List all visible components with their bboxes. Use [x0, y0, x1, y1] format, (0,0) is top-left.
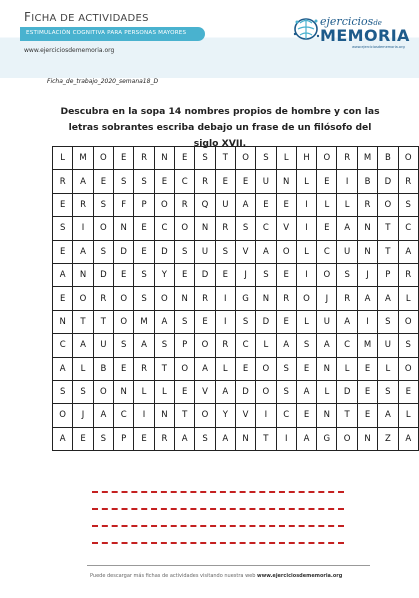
- grid-row: [53, 170, 419, 193]
- grid-cell[interactable]: C: [256, 217, 276, 240]
- grid-cell[interactable]: R: [337, 287, 357, 310]
- grid-cell[interactable]: O: [398, 357, 418, 380]
- grid-cell[interactable]: I: [337, 170, 357, 193]
- grid-cell[interactable]: T: [256, 427, 276, 450]
- grid-cell[interactable]: S: [53, 217, 73, 240]
- grid-cell[interactable]: Y: [215, 404, 235, 427]
- grid-cell[interactable]: A: [357, 287, 377, 310]
- grid-row: [53, 404, 419, 427]
- grid-cell[interactable]: B: [93, 357, 113, 380]
- grid-cell[interactable]: I: [256, 404, 276, 427]
- answer-line[interactable]: [92, 476, 344, 493]
- grid-cell[interactable]: I: [276, 427, 296, 450]
- grid-cell[interactable]: O: [175, 217, 195, 240]
- grid-cell[interactable]: E: [154, 170, 174, 193]
- grid-cell[interactable]: E: [296, 404, 316, 427]
- grid-cell[interactable]: N: [154, 404, 174, 427]
- grid-cell[interactable]: O: [337, 427, 357, 450]
- grid-cell[interactable]: N: [114, 380, 134, 403]
- grid-cell[interactable]: M: [134, 310, 154, 333]
- worksheet-filename: Ficha_de_trabajo_2020_semana18_D: [47, 78, 159, 85]
- grid-cell[interactable]: M: [73, 147, 93, 170]
- grid-cell[interactable]: L: [296, 240, 316, 263]
- grid-cell[interactable]: T: [93, 310, 113, 333]
- grid-cell[interactable]: O: [296, 287, 316, 310]
- grid-cell[interactable]: E: [398, 380, 418, 403]
- grid-cell[interactable]: A: [73, 334, 93, 357]
- grid-cell[interactable]: L: [337, 357, 357, 380]
- grid-cell[interactable]: E: [215, 263, 235, 286]
- grid-cell[interactable]: S: [215, 240, 235, 263]
- grid-cell[interactable]: D: [93, 263, 113, 286]
- answer-lines: [92, 476, 344, 544]
- grid-cell[interactable]: S: [114, 334, 134, 357]
- grid-cell[interactable]: B: [378, 147, 398, 170]
- grid-cell[interactable]: H: [296, 147, 316, 170]
- grid-cell[interactable]: L: [154, 380, 174, 403]
- grid-cell[interactable]: O: [53, 404, 73, 427]
- grid-cell[interactable]: R: [337, 147, 357, 170]
- grid-cell[interactable]: U: [195, 240, 215, 263]
- grid-row: [53, 263, 419, 286]
- grid-cell[interactable]: S: [154, 334, 174, 357]
- grid-cell[interactable]: D: [154, 240, 174, 263]
- header-url: www.ejerciciosdememoria.org: [24, 47, 115, 54]
- grid-cell[interactable]: L: [53, 147, 73, 170]
- grid-cell[interactable]: R: [93, 287, 113, 310]
- grid-cell[interactable]: O: [93, 147, 113, 170]
- grid-cell[interactable]: O: [398, 147, 418, 170]
- grid-cell[interactable]: L: [337, 193, 357, 216]
- grid-row: [53, 147, 419, 170]
- grid-cell[interactable]: L: [317, 380, 337, 403]
- grid-cell[interactable]: E: [317, 170, 337, 193]
- grid-cell[interactable]: C: [235, 334, 255, 357]
- grid-cell[interactable]: S: [276, 380, 296, 403]
- grid-cell[interactable]: O: [317, 263, 337, 286]
- grid-cell[interactable]: R: [134, 357, 154, 380]
- grid-cell[interactable]: O: [154, 193, 174, 216]
- grid-cell[interactable]: E: [235, 170, 255, 193]
- answer-line[interactable]: [92, 527, 344, 544]
- grid-cell[interactable]: C: [276, 404, 296, 427]
- grid-cell[interactable]: E: [134, 217, 154, 240]
- grid-cell[interactable]: R: [154, 427, 174, 450]
- grid-cell[interactable]: E: [357, 380, 377, 403]
- grid-cell[interactable]: O: [175, 357, 195, 380]
- grid-cell[interactable]: R: [398, 170, 418, 193]
- grid-cell[interactable]: O: [73, 287, 93, 310]
- grid-cell[interactable]: R: [195, 287, 215, 310]
- grid-cell[interactable]: C: [317, 240, 337, 263]
- grid-cell[interactable]: E: [114, 263, 134, 286]
- grid-cell[interactable]: S: [378, 310, 398, 333]
- sheet-title: FICHA DE ACTIVIDADES: [24, 10, 149, 24]
- grid-row: [53, 287, 419, 310]
- grid-cell[interactable]: Q: [195, 193, 215, 216]
- grid-cell[interactable]: N: [256, 287, 276, 310]
- grid-cell[interactable]: D: [195, 263, 215, 286]
- page-header: [0, 0, 419, 78]
- grid-cell[interactable]: D: [114, 240, 134, 263]
- grid-cell[interactable]: N: [195, 217, 215, 240]
- grid-cell[interactable]: S: [378, 380, 398, 403]
- grid-cell[interactable]: R: [276, 287, 296, 310]
- grid-cell[interactable]: N: [154, 147, 174, 170]
- grid-cell[interactable]: E: [93, 170, 113, 193]
- grid-cell[interactable]: T: [378, 240, 398, 263]
- grid-cell[interactable]: U: [215, 193, 235, 216]
- grid-row: [53, 240, 419, 263]
- grid-cell[interactable]: J: [317, 287, 337, 310]
- grid-cell[interactable]: A: [398, 240, 418, 263]
- grid-cell[interactable]: O: [378, 193, 398, 216]
- answer-line[interactable]: [92, 493, 344, 510]
- grid-cell[interactable]: T: [378, 217, 398, 240]
- grid-cell[interactable]: O: [398, 310, 418, 333]
- grid-cell[interactable]: A: [175, 427, 195, 450]
- grid-cell[interactable]: A: [317, 334, 337, 357]
- grid-cell[interactable]: S: [235, 217, 255, 240]
- grid-cell[interactable]: E: [357, 404, 377, 427]
- grid-cell[interactable]: B: [357, 170, 377, 193]
- grid-cell[interactable]: N: [53, 310, 73, 333]
- grid-cell[interactable]: A: [195, 357, 215, 380]
- grid-cell[interactable]: A: [53, 357, 73, 380]
- grid-cell[interactable]: N: [357, 427, 377, 450]
- grid-cell[interactable]: O: [114, 287, 134, 310]
- grid-cell[interactable]: I: [357, 310, 377, 333]
- grid-cell[interactable]: R: [215, 217, 235, 240]
- grid-cell[interactable]: S: [53, 380, 73, 403]
- grid-cell[interactable]: C: [398, 217, 418, 240]
- grid-cell[interactable]: U: [256, 170, 276, 193]
- grid-cell[interactable]: N: [317, 404, 337, 427]
- grid-cell[interactable]: N: [357, 240, 377, 263]
- grid-cell[interactable]: L: [134, 380, 154, 403]
- instructions-line-2: letras sobrantes escriba debajo un frase de un filósofo del siglo XVII.: [68, 122, 372, 149]
- grid-cell[interactable]: L: [73, 357, 93, 380]
- grid-cell[interactable]: Z: [378, 427, 398, 450]
- grid-cell[interactable]: S: [276, 357, 296, 380]
- grid-cell[interactable]: T: [175, 404, 195, 427]
- logo-url: www.ejerciciosdememoria.org: [352, 45, 405, 49]
- sheet-subtitle: ESTIMULACIÓN COGNITIVA PARA PERSONAS MAYORES: [26, 30, 187, 36]
- grid-cell[interactable]: E: [53, 193, 73, 216]
- grid-cell[interactable]: E: [195, 310, 215, 333]
- grid-cell[interactable]: S: [195, 147, 215, 170]
- grid-cell[interactable]: L: [317, 193, 337, 216]
- grid-cell[interactable]: E: [296, 357, 316, 380]
- grid-cell[interactable]: S: [134, 263, 154, 286]
- grid-cell[interactable]: U: [337, 240, 357, 263]
- grid-cell[interactable]: N: [317, 357, 337, 380]
- grid-cell[interactable]: M: [357, 334, 377, 357]
- grid-cell[interactable]: S: [114, 170, 134, 193]
- logo-text-memoria: MEMORIA: [320, 26, 410, 45]
- grid-cell[interactable]: O: [93, 380, 113, 403]
- grid-cell[interactable]: U: [93, 334, 113, 357]
- grid-cell[interactable]: A: [296, 380, 316, 403]
- grid-cell[interactable]: E: [256, 193, 276, 216]
- grid-cell[interactable]: D: [378, 170, 398, 193]
- grid-cell[interactable]: P: [134, 193, 154, 216]
- grid-cell[interactable]: S: [93, 427, 113, 450]
- grid-cell[interactable]: C: [114, 404, 134, 427]
- grid-cell[interactable]: A: [215, 427, 235, 450]
- grid-cell[interactable]: O: [195, 334, 215, 357]
- grid-cell[interactable]: O: [256, 357, 276, 380]
- grid-cell[interactable]: A: [93, 404, 113, 427]
- grid-cell[interactable]: N: [357, 217, 377, 240]
- grid-cell[interactable]: R: [215, 334, 235, 357]
- footer-link[interactable]: www.ejerciciosdememoria.org: [257, 573, 343, 579]
- footer-note: Puede descargar más fichas de actividades visitando nuestra web www.ejerciciosdememoria.org: [90, 573, 343, 579]
- grid-cell[interactable]: A: [53, 263, 73, 286]
- grid-cell[interactable]: F: [114, 193, 134, 216]
- word-search-grid: [52, 146, 419, 451]
- grid-cell[interactable]: E: [134, 240, 154, 263]
- grid-cell[interactable]: M: [357, 147, 377, 170]
- footer-divider: [87, 565, 370, 566]
- grid-cell[interactable]: P: [175, 334, 195, 357]
- grid-cell[interactable]: S: [296, 334, 316, 357]
- grid-cell[interactable]: O: [256, 380, 276, 403]
- grid-cell[interactable]: S: [93, 240, 113, 263]
- grid-cell[interactable]: D: [337, 380, 357, 403]
- grid-cell[interactable]: P: [378, 263, 398, 286]
- grid-cell[interactable]: A: [154, 310, 174, 333]
- grid-cell[interactable]: L: [256, 334, 276, 357]
- grid-cell[interactable]: I: [296, 217, 316, 240]
- grid-cell[interactable]: E: [215, 170, 235, 193]
- grid-cell[interactable]: S: [73, 380, 93, 403]
- grid-cell[interactable]: A: [398, 427, 418, 450]
- grid-cell[interactable]: A: [276, 334, 296, 357]
- grid-cell[interactable]: C: [337, 334, 357, 357]
- grid-cell[interactable]: A: [235, 193, 255, 216]
- grid-row: [53, 217, 419, 240]
- grid-cell[interactable]: G: [317, 427, 337, 450]
- grid-row: [53, 310, 419, 333]
- grid-row: [53, 357, 419, 380]
- grid-cell[interactable]: N: [73, 263, 93, 286]
- grid-cell[interactable]: I: [134, 404, 154, 427]
- grid-cell[interactable]: N: [235, 427, 255, 450]
- grid-cell[interactable]: O: [195, 404, 215, 427]
- grid-cell[interactable]: A: [134, 334, 154, 357]
- grid-cell[interactable]: S: [256, 147, 276, 170]
- grid-cell[interactable]: L: [215, 357, 235, 380]
- grid-cell[interactable]: P: [114, 427, 134, 450]
- grid-cell[interactable]: A: [378, 404, 398, 427]
- grid-cell[interactable]: S: [134, 170, 154, 193]
- grid-row: [53, 380, 419, 403]
- grid-cell[interactable]: I: [215, 287, 235, 310]
- grid-cell[interactable]: R: [134, 147, 154, 170]
- grid-cell[interactable]: L: [378, 357, 398, 380]
- grid-cell[interactable]: D: [235, 380, 255, 403]
- grid-cell[interactable]: E: [114, 147, 134, 170]
- grid-cell[interactable]: U: [378, 334, 398, 357]
- grid-cell[interactable]: R: [53, 170, 73, 193]
- grid-cell[interactable]: T: [154, 357, 174, 380]
- grid-cell[interactable]: V: [195, 380, 215, 403]
- grid-cell[interactable]: E: [276, 263, 296, 286]
- grid-cell[interactable]: E: [235, 357, 255, 380]
- grid-cell[interactable]: I: [296, 263, 316, 286]
- grid-cell[interactable]: C: [53, 334, 73, 357]
- grid-cell[interactable]: J: [73, 404, 93, 427]
- grid-cell[interactable]: U: [317, 310, 337, 333]
- grid-cell[interactable]: G: [235, 287, 255, 310]
- instructions: [60, 104, 380, 152]
- grid-cell[interactable]: I: [215, 310, 235, 333]
- grid-cell[interactable]: S: [195, 427, 215, 450]
- grid-cell[interactable]: S: [256, 263, 276, 286]
- grid-cell[interactable]: V: [235, 404, 255, 427]
- grid-cell[interactable]: O: [114, 310, 134, 333]
- grid-cell[interactable]: O: [276, 240, 296, 263]
- grid-cell[interactable]: L: [398, 287, 418, 310]
- grid-cell[interactable]: L: [276, 147, 296, 170]
- grid-cell[interactable]: S: [175, 310, 195, 333]
- grid-cell[interactable]: A: [337, 217, 357, 240]
- grid-cell[interactable]: N: [276, 170, 296, 193]
- grid-cell[interactable]: N: [175, 287, 195, 310]
- grid-cell[interactable]: E: [276, 310, 296, 333]
- grid-cell[interactable]: Y: [154, 263, 174, 286]
- grid-cell[interactable]: R: [398, 263, 418, 286]
- grid-cell[interactable]: I: [296, 193, 316, 216]
- grid-cell[interactable]: C: [154, 217, 174, 240]
- grid-cell[interactable]: A: [215, 380, 235, 403]
- answer-line[interactable]: [92, 510, 344, 527]
- grid-cell[interactable]: O: [93, 217, 113, 240]
- logo-text-ejercicios: ejerciciosde: [320, 15, 382, 28]
- grid-cell[interactable]: N: [114, 217, 134, 240]
- grid-cell[interactable]: T: [337, 404, 357, 427]
- grid-cell[interactable]: A: [53, 427, 73, 450]
- grid-cell[interactable]: L: [296, 310, 316, 333]
- grid-cell[interactable]: S: [134, 287, 154, 310]
- grid-cell[interactable]: S: [235, 310, 255, 333]
- grid-cell[interactable]: E: [53, 287, 73, 310]
- grid-cell[interactable]: E: [53, 240, 73, 263]
- grid-cell[interactable]: E: [175, 263, 195, 286]
- grid-cell[interactable]: E: [357, 357, 377, 380]
- grid-cell[interactable]: S: [398, 334, 418, 357]
- grid-cell[interactable]: R: [73, 193, 93, 216]
- grid-cell[interactable]: A: [378, 287, 398, 310]
- grid-cell[interactable]: D: [256, 310, 276, 333]
- grid-cell[interactable]: R: [175, 193, 195, 216]
- grid-cell[interactable]: J: [235, 263, 255, 286]
- grid-cell[interactable]: I: [73, 217, 93, 240]
- grid-cell[interactable]: R: [357, 193, 377, 216]
- grid-cell[interactable]: E: [276, 193, 296, 216]
- grid-cell[interactable]: S: [337, 263, 357, 286]
- grid-cell[interactable]: O: [317, 147, 337, 170]
- grid-cell[interactable]: A: [337, 310, 357, 333]
- grid-cell[interactable]: V: [235, 240, 255, 263]
- grid-cell[interactable]: E: [134, 427, 154, 450]
- grid-cell[interactable]: C: [175, 170, 195, 193]
- grid-row: [53, 427, 419, 450]
- grid-cell[interactable]: E: [175, 380, 195, 403]
- grid-cell[interactable]: L: [398, 404, 418, 427]
- grid-cell[interactable]: J: [357, 263, 377, 286]
- grid-cell[interactable]: V: [276, 217, 296, 240]
- grid-cell[interactable]: A: [296, 427, 316, 450]
- grid-cell[interactable]: O: [154, 287, 174, 310]
- grid-cell[interactable]: A: [73, 170, 93, 193]
- grid-cell[interactable]: S: [93, 193, 113, 216]
- grid-cell[interactable]: E: [317, 217, 337, 240]
- instructions-line-1: Descubra en la sopa 14 nombres propios de hombre y con las: [60, 106, 380, 117]
- grid-cell[interactable]: E: [73, 427, 93, 450]
- grid-cell[interactable]: A: [256, 240, 276, 263]
- grid-cell[interactable]: A: [73, 240, 93, 263]
- grid-cell[interactable]: E: [175, 147, 195, 170]
- grid-cell[interactable]: T: [215, 147, 235, 170]
- grid-cell[interactable]: S: [398, 193, 418, 216]
- grid-cell[interactable]: R: [195, 170, 215, 193]
- grid-row: [53, 193, 419, 216]
- grid-cell[interactable]: E: [114, 357, 134, 380]
- grid-cell[interactable]: O: [235, 147, 255, 170]
- grid-cell[interactable]: L: [296, 170, 316, 193]
- grid-cell[interactable]: S: [175, 240, 195, 263]
- grid-cell[interactable]: T: [73, 310, 93, 333]
- grid-row: [53, 334, 419, 357]
